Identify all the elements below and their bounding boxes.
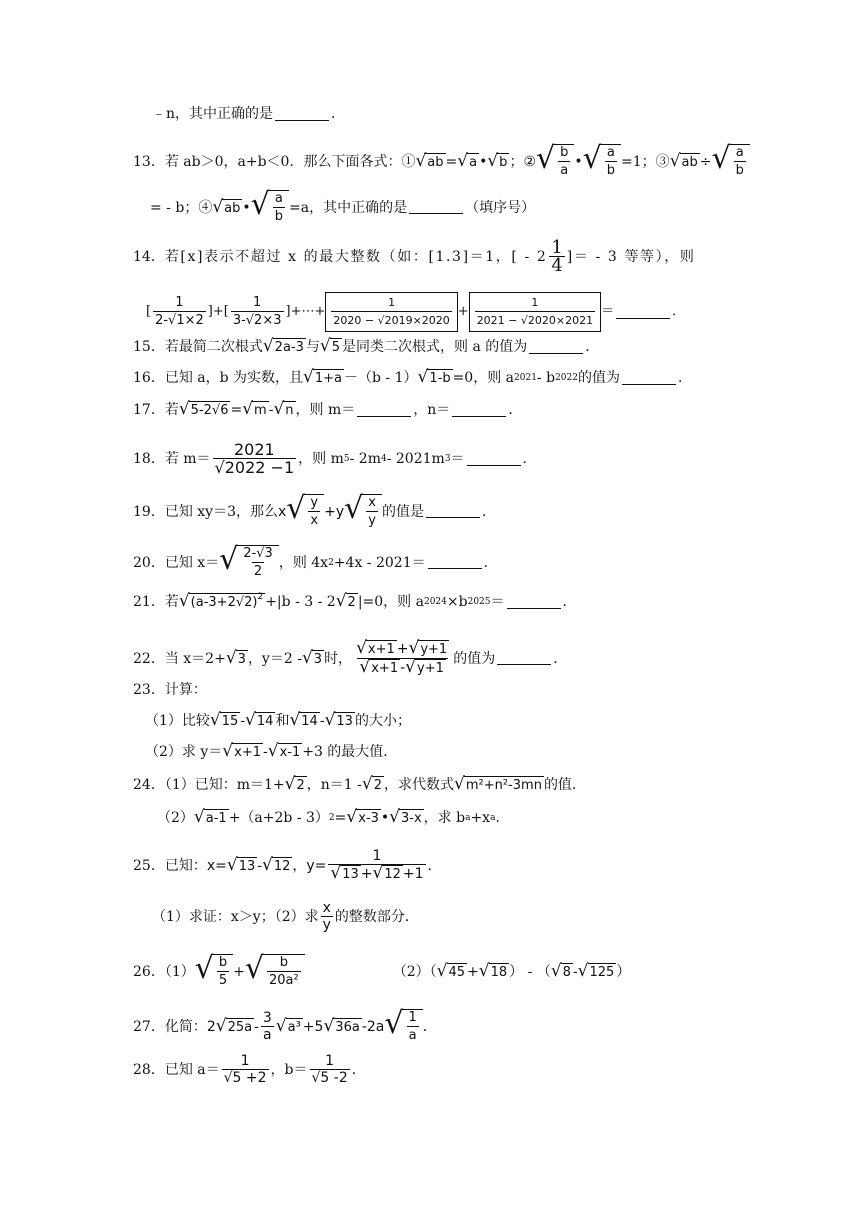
- answer-blank[interactable]: [275, 108, 329, 121]
- sqrt-algebraic: √ m²+n²-3mn: [454, 774, 542, 794]
- sqrt-a: √ a: [457, 150, 478, 171]
- sqrt-2-minus-root3-over-2: √ $\frac{2-√3}{2}$: [219, 545, 279, 580]
- question-13: 13． 若 ab＞0，a+b＜0．那么下面各式：① √ ab = √ a • √ b ； ② √ $\frac{b}{a}$ • √ $\frac{a}{b}$ =1；③ √ ab ÷ √ $\frac{a}{b}$: [133, 144, 750, 179]
- y-fraction: 1 √ 13 + √ 12 +1: [330, 848, 424, 883]
- sqrt-y-over-x: √ $\frac{y}{x}$: [286, 494, 324, 529]
- sqrt-ab: √ ab: [415, 150, 444, 171]
- question-25-parts: （1）求证：x＞y；（2）求 $\frac{x}{y}$ 的整数部分．: [152, 900, 419, 933]
- question-25: 25．已知： x= √ 13 - √ 12 ， y= 1 √ 13 + √ 12 +1 ．: [133, 848, 442, 883]
- sqrt-3: √ 3: [225, 647, 246, 668]
- question-16: 16．已知 a，b 为实数，且 √ 1+a －（b - 1） √ 1-b =0，则 a 2021 - b 2022 的值为 ．: [133, 367, 692, 387]
- question-14-expression: [ $\frac{1}{2-√1\times 2}$ ]+[ $\frac{1}{3-√2\times 3}$ ]+⋯+ $\frac{1}{2020 - √2019\times 2020}$ + $\frac{1}{2021 - √2020\times 2021}$ ＝ ．: [146, 292, 685, 332]
- answer-blank-n[interactable]: [452, 404, 506, 417]
- sqrt-a-over-b-3: √ $\frac{a}{b}$: [251, 190, 289, 225]
- answer-blank[interactable]: [622, 372, 676, 385]
- question-15: 15．若最简二次根式 √ 2a-3 与 √ 5 是同类二次根式，则 a 的值为 ．: [133, 336, 600, 356]
- sqrt-ab-2: √ ab: [669, 150, 698, 171]
- sqrt-5: √ 5: [319, 336, 340, 356]
- sqrt-5-2root6: √ 5-2√6: [178, 399, 229, 419]
- sqrt-b-over-a: √ $\frac{b}{a}$: [536, 144, 574, 179]
- question-14: 14． 若[x]表示不超过 x 的最大整数（如：[1.3]＝1，[ - 2 $\frac{1}{4}$ ]＝ - 3 等等），则: [133, 237, 696, 276]
- term-1: $\frac{1}{2-√1\times 2}$: [155, 295, 204, 328]
- question-19: 19．已知 xy＝3，那么 x √ $\frac{y}{x}$ +y √ $\frac{x}{y}$ 的值是 ．: [133, 491, 496, 528]
- sqrt-a-over-b-2: √ $\frac{a}{b}$: [711, 144, 749, 179]
- answer-blank[interactable]: [428, 556, 482, 569]
- sqrt-2a-3: √ 2a-3: [262, 336, 304, 356]
- answer-blank[interactable]: [467, 453, 521, 466]
- question-20: 20．已知 x＝ √ $\frac{2-√3}{2}$ ，则 4x 2 +4x - 2021＝ ．: [133, 542, 498, 579]
- question-23-part1: （1）比较 √ 15 - √ 14 和 √ 14 - √ 13 的大小；: [145, 710, 411, 730]
- question-24-part2: （2） √ a-1 +（a+2b - 3） 2 = √ x-3 • √ 3-x ，求 b a +x a ．: [157, 807, 510, 827]
- question-22: 22．当 x＝2+ √ 3 ，y＝2 - √ 3 时， √ x+1 + √ y+1 √ x+1 - √ y+1 的值为 ．: [133, 638, 568, 677]
- term-4: $\frac{1}{2021 - √2020\times 2021}$: [469, 292, 601, 332]
- term-2: $\frac{1}{3-√2\times 3}$: [232, 295, 282, 328]
- question-17: 17．若 √ 5-2√6 = √ m - √ n ，则 m＝ ，n＝ ．: [133, 399, 523, 419]
- sqrt-ab-3: √ ab: [212, 196, 241, 217]
- question-23: 23．计算：: [133, 682, 207, 698]
- question-28: 28．已知 a＝ $\frac{1}{√5 +2}$ ，b＝ $\frac{1}{√5 -2}$ ．: [133, 1053, 366, 1086]
- answer-blank[interactable]: [616, 306, 670, 319]
- answer-blank[interactable]: [507, 596, 561, 609]
- sqrt-squared-expression: √ $(a-3+2√2)^2$: [178, 591, 264, 611]
- sqrt-3b: √ 3: [301, 647, 323, 668]
- sqrt-m: √ m: [242, 399, 267, 419]
- mixed-fraction: $\frac{1}{4}$: [551, 237, 563, 276]
- question-21: 21．若 √ $(a-3+2√2)^2$ +|b - 3 - 2 √ 2 |=0，则 a 2024 ×b 2025 ＝ ．: [133, 591, 577, 611]
- sqrt-1-minus-b: √ 1-b: [417, 367, 451, 387]
- answer-blank[interactable]: [409, 201, 463, 214]
- q22-fraction: √ x+1 + √ y+1 √ x+1 - √ y+1: [356, 638, 448, 677]
- sqrt-n: √ n: [273, 399, 294, 419]
- answer-blank[interactable]: [529, 341, 583, 354]
- sqrt-1-plus-a: √ 1+a: [303, 367, 343, 387]
- answer-blank[interactable]: [497, 652, 551, 665]
- question-18: 18．若 m＝ $\frac{2021}{√2022 -1}$ ，则 m 5 - 2m 4 - 2021m 3 ＝ ．: [133, 440, 537, 477]
- question-26: 26．（1） √ $\frac{b}{5}$ + √ $\frac{b}{\text{20a²}}$ （2）（ √ 45 + √ 18 ） - （ √ 8 - √ 125 ）: [133, 951, 631, 988]
- answer-blank[interactable]: [426, 505, 480, 518]
- sqrt-a-over-b: √ $\frac{a}{b}$: [583, 144, 621, 179]
- line-q12-tail: ﹣n，其中正确的是 ．: [152, 106, 346, 122]
- question-27: 27．化简： 2 √ 25a - $\frac{3}{a}$ √ a³ + 5 √ 36a -2a √ $\frac{1}{a}$ ．: [133, 1006, 437, 1043]
- question-23-part2: （2）求 y＝ √ x+1 - √ x-1 +3 的最大值．: [145, 741, 398, 761]
- sqrt-x-over-y: √ $\frac{x}{y}$: [344, 494, 382, 529]
- question-13-cont: = - b；④ √ ab • √ $\frac{a}{b}$ =a，其中正确的是 （填序号）: [150, 187, 536, 224]
- question-24: 24．（1）已知：m＝1+ √ 2 ，n＝1 - √ 2 ，求代数式 √ m²+n²-3mn 的值．: [133, 774, 586, 794]
- m-fraction: $\frac{2021}{√2022 -1}$: [214, 440, 295, 477]
- sqrt-2: √ 2: [335, 591, 356, 611]
- answer-blank-m[interactable]: [357, 404, 411, 417]
- term-3: $\frac{1}{2020 - √2019\times 2020}$: [325, 292, 457, 332]
- sqrt-b: √ b: [487, 150, 508, 171]
